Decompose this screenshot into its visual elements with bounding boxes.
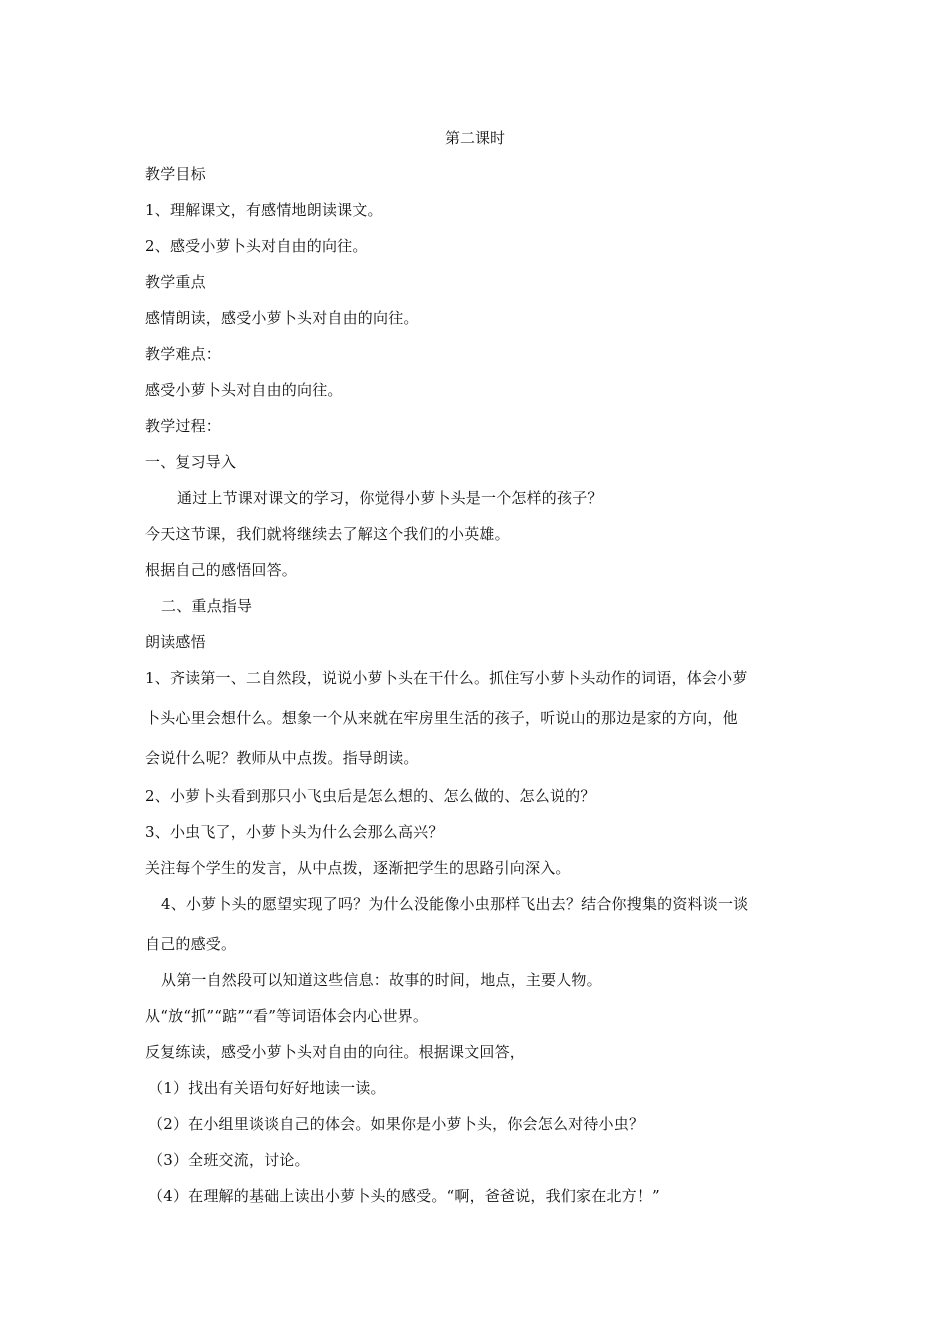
paragraph-line: 从“放“抓”“踮”“看”等词语体会内心世界。 [145, 1007, 429, 1025]
goal-item-2: 2、感受小萝卜头对自由的向往。 [145, 237, 368, 255]
paragraph-line: 2、小萝卜头看到那只小飞虫后是怎么想的、怎么做的、怎么说的？ [145, 787, 596, 805]
heading-key-points: 教学重点 [145, 273, 206, 291]
paragraph-line: 今天这节课，我们就将继续去了解这个我们的小英雄。 [145, 525, 510, 543]
paragraph-line: 根据自己的感悟回答。 [145, 561, 298, 579]
paragraph-line: 自己的感受。 [145, 935, 237, 953]
section-review-intro: 一、复习导入 [145, 453, 237, 471]
paragraph-line: 反复练读，感受小萝卜头对自由的向往。根据课文回答， [145, 1043, 526, 1061]
list-item: （2）在小组里谈谈自己的体会。如果你是小萝卜头，你会怎么对待小虫？ [148, 1115, 645, 1133]
paragraph-line: 会说什么呢？教师从中点拨。指导朗读。 [145, 749, 419, 767]
lesson-title: 第二课时 [444, 129, 505, 147]
heading-difficulties: 教学难点： [145, 345, 222, 363]
list-item: （3）全班交流，讨论。 [148, 1151, 310, 1169]
subheading-reading: 朗读感悟 [145, 633, 206, 651]
difficulty-text: 感受小萝卜头对自由的向往。 [145, 381, 343, 399]
paragraph-line: 1、齐读第一、二自然段，说说小萝卜头在干什么。抓住写小萝卜头动作的词语，体会小萝 [145, 669, 748, 687]
heading-teaching-goals: 教学目标 [145, 165, 206, 183]
paragraph-line: 3、小虫飞了，小萝卜头为什么会那么高兴？ [145, 823, 444, 841]
goal-item-1: 1、理解课文，有感情地朗读课文。 [145, 201, 383, 219]
key-point-text: 感情朗读，感受小萝卜头对自由的向往。 [145, 309, 419, 327]
section-key-guidance: 二、重点指导 [161, 597, 253, 615]
paragraph-line: 卜头心里会想什么。想象一个从来就在牢房里生活的孩子，听说山的那边是家的方向，他 [145, 709, 738, 727]
heading-process: 教学过程： [145, 417, 222, 435]
paragraph-line: 通过上节课对课文的学习，你觉得小萝卜头是一个怎样的孩子？ [177, 489, 603, 507]
paragraph-line: 从第一自然段可以知道这些信息：故事的时间，地点，主要人物。 [161, 971, 602, 989]
paragraph-line: 4、小萝卜头的愿望实现了吗？为什么没能像小虫那样飞出去？结合你搜集的资料谈一谈 [161, 895, 749, 913]
list-item: （4）在理解的基础上读出小萝卜头的感受。“啊，爸爸说，我们家在北方！” [148, 1187, 660, 1205]
list-item: （1）找出有关语句好好地读一读。 [148, 1079, 386, 1097]
paragraph-line: 关注每个学生的发言，从中点拨，逐渐把学生的思路引向深入。 [145, 859, 571, 877]
